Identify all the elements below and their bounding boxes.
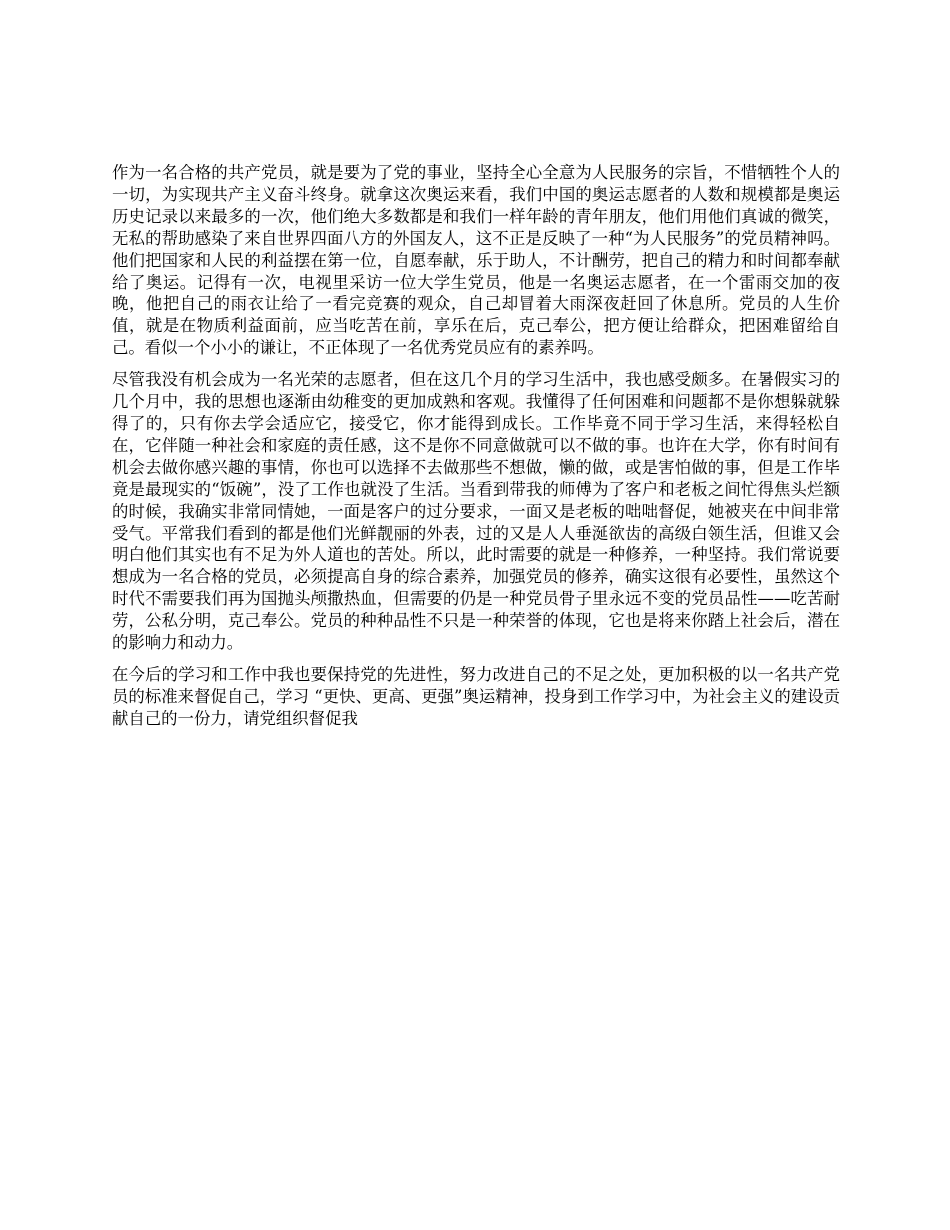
- document-body: [112, 162, 840, 740]
- paragraph-1: 作为一名合格的共产党员，就是要为了党的事业，坚持全心全意为人民服务的宗旨，不惜牺牲个人的一切，为实现共产主义奋斗终身。就拿这次奥运来看，我们中国的奥运志愿者的人数和规模都是奥运历史记录以来最多的一次，他们绝大多数都是和我们一样年龄的青年朋友，他们用他们真诚的微笑，无私的帮助感染了来自世界四面八方的外国友人，这不正是反映了一种“为人民服务”的党员精神吗。他们把国家和人民的利益摆在第一位，自愿奉献，乐于助人，不计酬劳，把自己的精力和时间都奉献给了奥运。记得有一次，电视里采访一位大学生党员，他是一名奥运志愿者，在一个雷雨交加的夜晚，他把自己的雨衣让给了一看完竞赛的观众，自己却冒着大雨深夜赶回了休息所。党员的人生价值，就是在物质利益面前，应当吃苦在前，享乐在后，克己奉公，把方便让给群众，把困难留给自己。看似一个小小的谦让，不正体现了一名优秀党员应有的素养吗。: [112, 163, 840, 358]
- paragraph-2: 尽管我没有机会成为一名光荣的志愿者，但在这几个月的学习生活中，我也感受颇多。在暑假实习的几个月中，我的思想也逐渐由幼稚变的更加成熟和客观。我懂得了任何困难和问题都不是你想躲就躲得了的，只有你去学会适应它，接受它，你才能得到成长。工作毕竟不同于学习生活，来得轻松自在，它伴随一种社会和家庭的责任感，这不是你不同意做就可以不做的事。也许在大学，你有时间有机会去做你感兴趣的事情，你也可以选择不去做那些不想做，懒的做，或是害怕做的事，但是工作毕竟是最现实的“饭碗”，没了工作也就没了生活。当看到带我的师傅为了客户和老板之间忙得焦头烂额的时候，我确实非常同情她，一面是客户的过分要求，一面又是老板的咄咄督促，她被夹在中间非常受气。平常我们看到的都是他们光鲜靓丽的外表，过的又是人人垂涎欲齿的高级白领生活，但谁又会明白他们其实也有不足为外人道也的苦处。所以，此时需要的就是一种修养，一种坚持。我们常说要想成为一名合格的党员，必须提高自身的综合素养，加强党员的修养，确实这很有必要性，虽然这个时代不需要我们再为国抛头颅撒热血，但需要的仍是一种党员骨子里永远不变的党员品性——吃苦耐劳，公私分明，克己奉公。党员的种种品性不只是一种荣誉的体现，它也是将来你踏上社会后，潜在的影响力和动力。: [112, 370, 840, 653]
- paragraph-3: 在今后的学习和工作中我也要保持党的先进性，努力改进自己的不足之处，更加积极的以一名共产党员的标准来督促自己，学习 “更快、更高、更强”奥运精神，投身到工作学习中，为社会主义的建设贡献自己的一份力，请党组织督促我: [112, 664, 840, 728]
